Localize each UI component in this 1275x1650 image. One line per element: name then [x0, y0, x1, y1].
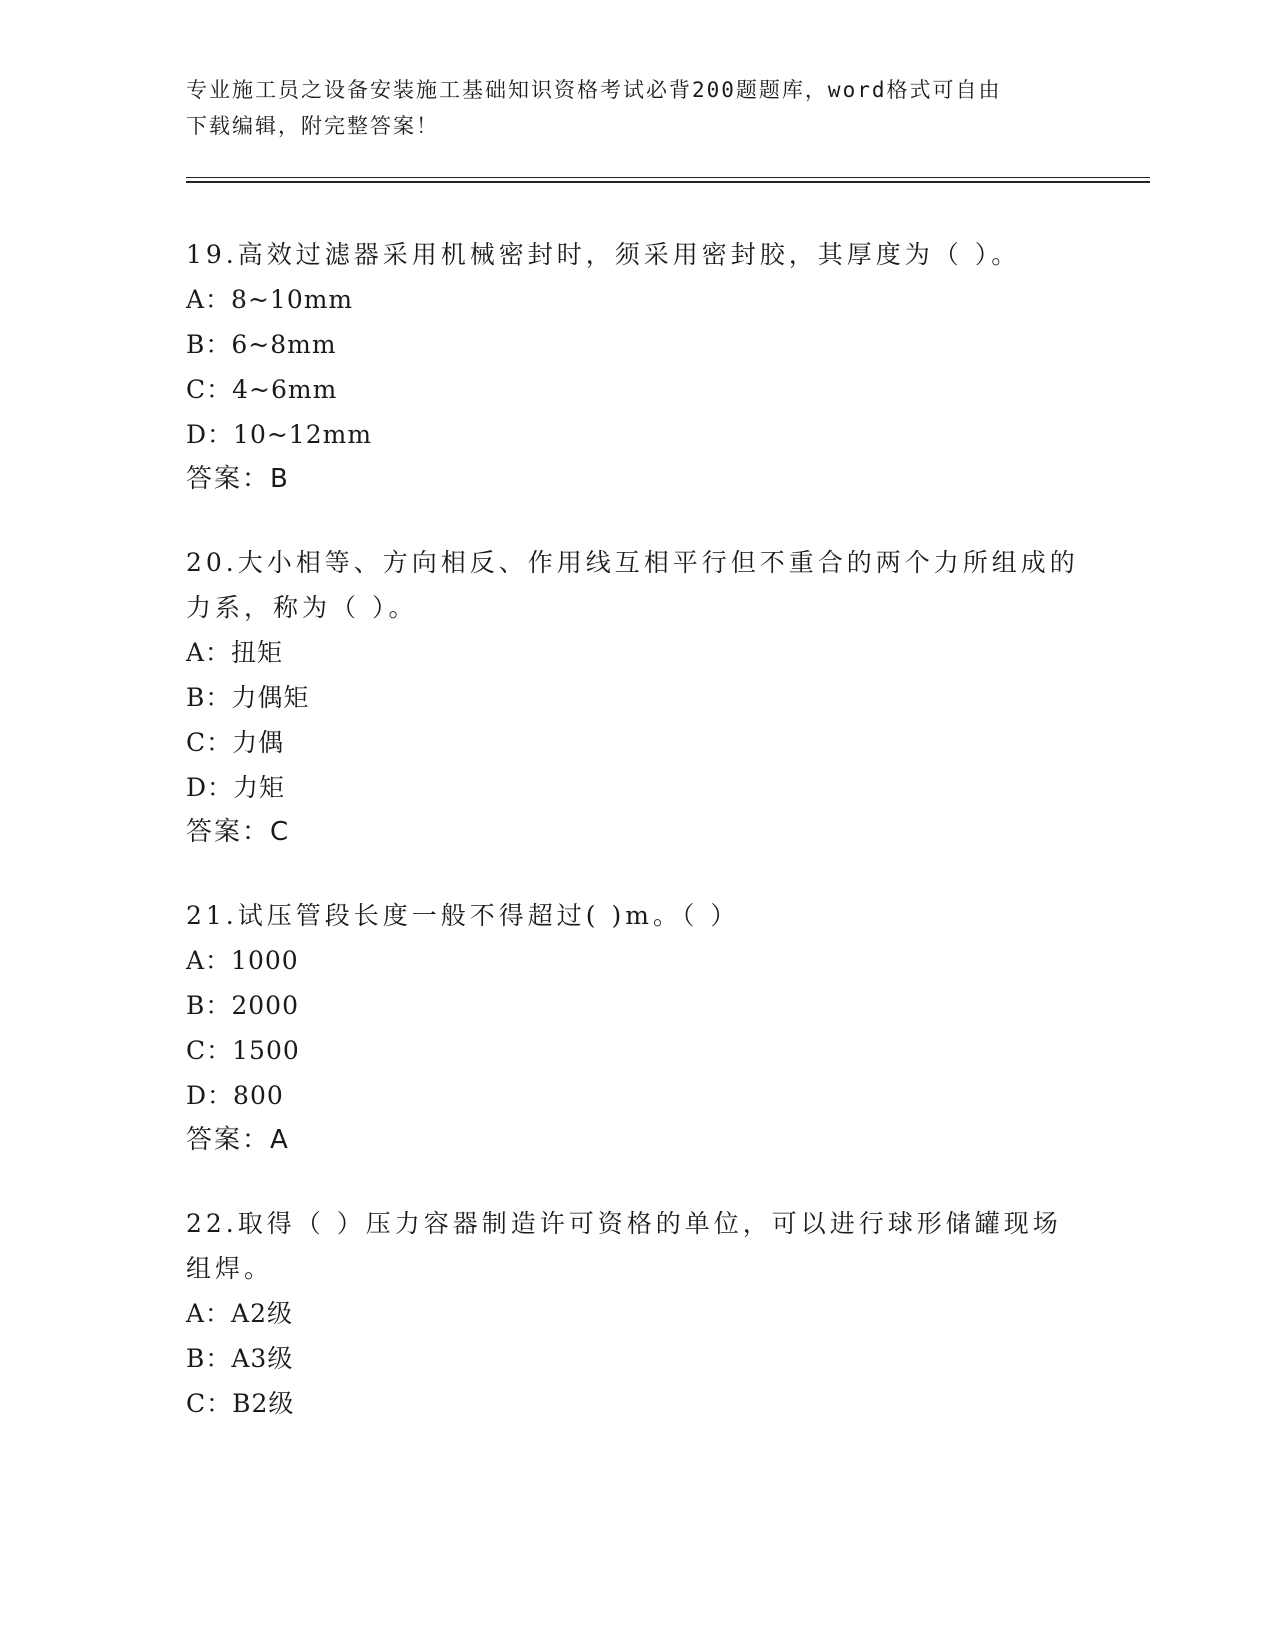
- header-divider-top: [186, 177, 1150, 178]
- option-b: B：2000: [186, 991, 299, 1020]
- option-a: A：8~10mm: [186, 285, 354, 314]
- question-list: [186, 232, 1086, 1464]
- option-d: D：10~12mm: [186, 420, 373, 449]
- option-a: A：1000: [186, 946, 299, 975]
- option-c: C：力偶: [186, 728, 285, 757]
- question-22: [186, 1201, 1086, 1426]
- question-text: 19.高效过滤器采用机械密封时，须采用密封胶，其厚度为（ ）。: [186, 240, 1021, 269]
- option-a: A：扭矩: [186, 638, 284, 667]
- header-line-1: 专业施工员之设备安装施工基础知识资格考试必背200题题库，word格式可自由: [186, 78, 1002, 102]
- question-19: [186, 232, 1086, 502]
- answer: 答案：A: [186, 1125, 290, 1155]
- question-text: 21.试压管段长度一般不得超过( )m。（ ）: [186, 901, 740, 930]
- option-a: A：A2级: [186, 1299, 294, 1328]
- option-c: C：4~6mm: [186, 375, 338, 404]
- answer: 答案：B: [186, 464, 290, 494]
- question-text: 22.取得（ ）压力容器制造许可资格的单位，可以进行球形储罐现场: [186, 1209, 1062, 1238]
- option-c: C：B2级: [186, 1389, 295, 1418]
- question-20: [186, 540, 1086, 855]
- option-b: B：力偶矩: [186, 683, 310, 712]
- document-header: [186, 72, 1086, 144]
- answer: 答案：C: [186, 817, 291, 847]
- header-divider-bottom: [186, 181, 1150, 183]
- question-text-continued: 组焊。: [186, 1254, 274, 1283]
- option-d: D：800: [186, 1081, 284, 1110]
- option-b: B：6~8mm: [186, 330, 337, 359]
- option-c: C：1500: [186, 1036, 300, 1065]
- question-text: 20.大小相等、方向相反、作用线互相平行但不重合的两个力所组成的: [186, 548, 1079, 577]
- question-text-continued: 力系，称为（ ）。: [186, 593, 418, 622]
- question-21: [186, 893, 1086, 1163]
- header-line-2: 下载编辑，附完整答案！: [186, 114, 439, 138]
- option-b: B：A3级: [186, 1344, 294, 1373]
- option-d: D：力矩: [186, 773, 286, 802]
